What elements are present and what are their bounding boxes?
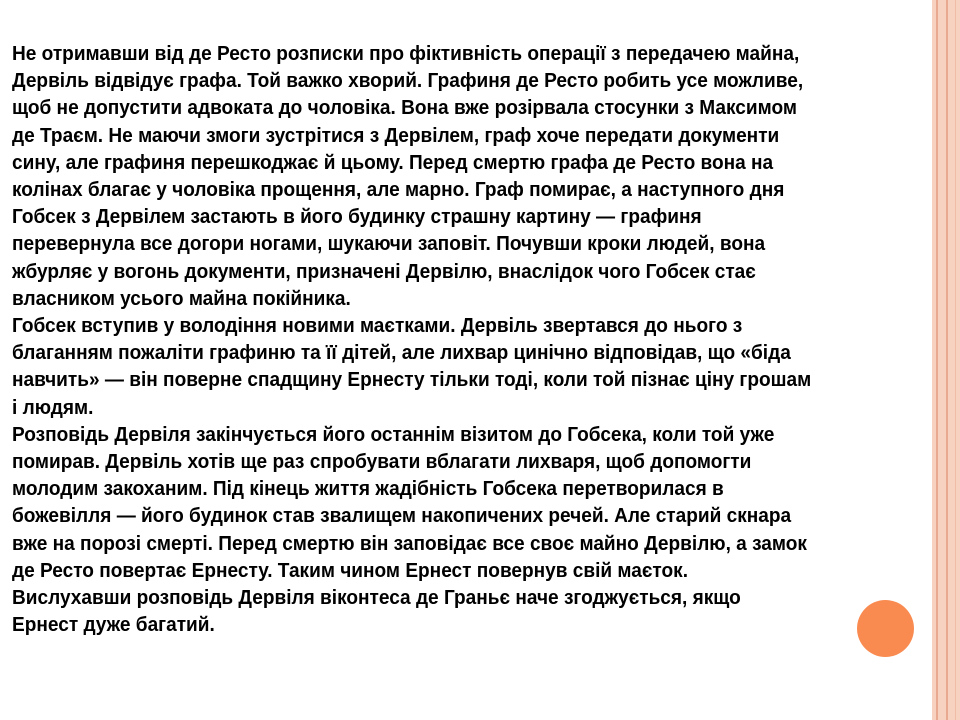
decorative-stripe-line <box>955 0 956 720</box>
text-line: Гобсек з Дервілем застають в його будинку страшну картину — графиня <box>12 205 702 229</box>
text-line: благанням пожаліти графиню та її дітей, але лихвар цинічно відповідав, що «біда <box>12 341 791 365</box>
text-line: Не отримавши від де Ресто розписки про фіктивність операції з передачею майна, <box>12 42 800 65</box>
text-line: Ернест дуже багатий. <box>12 613 215 637</box>
text-line: Вислухавши розповідь Дервіля віконтеса де Граньє наче згоджується, якщо <box>12 586 741 610</box>
text-line: Розповідь Дервіля закінчується його останнім візитом до Гобсека, коли той уже <box>12 422 775 446</box>
text-line: помирав. Дервіль хотів ще раз спробувати вблагати лихваря, щоб допомогти <box>12 450 752 474</box>
text-line: де Ресто повертає Ернесту. Таким чином Ернест повернув свій маєток. <box>12 558 688 582</box>
paragraph-2 <box>12 312 868 421</box>
text-line: молодим закоханим. Під кінець життя жадібність Гобсека перетворилася в <box>12 477 724 501</box>
paragraph-3 <box>12 421 868 639</box>
decorative-orange-circle <box>857 600 914 657</box>
text-line: сину, але графиня перешкоджає й цьому. Перед смертю графа де Ресто вона на <box>12 150 774 174</box>
slide-text-body <box>12 40 868 638</box>
text-line: Дервіль відвідує графа. Той важко хворий. Графиня де Ресто робить усе можливе, <box>12 69 804 93</box>
text-line: і людям. <box>12 395 94 419</box>
decorative-stripe-line <box>936 0 938 720</box>
text-line: вже на порозі смерті. Перед смертю він заповідає все своє майно Дервілю, а замок <box>12 531 807 555</box>
text-line: де Траєм. Не маючи змоги зустрітися з Дервілем, граф хоче передати документи <box>12 123 780 147</box>
text-line: перевернула все догори ногами, шукаючи заповіт. Почувши кроки людей, вона <box>12 232 766 256</box>
text-line: власником усього майна покійника. <box>12 286 351 310</box>
paragraph-1 <box>12 40 868 312</box>
text-line: колінах благає у чоловіка прощення, але марно. Граф помирає, а наступного дня <box>12 178 785 202</box>
text-line: жбурляє у вогонь документи, призначені Дервілю, внаслідок чого Гобсек стає <box>12 259 756 283</box>
text-line: щоб не допустити адвоката до чоловіка. Вона вже розірвала стосунки з Максимом <box>12 96 797 120</box>
text-line: божевілля — його будинок став звалищем накопичених речей. Але старий скнара <box>12 504 792 528</box>
decorative-stripe-line <box>946 0 948 720</box>
text-line: навчить» — він поверне спадщину Ернесту тільки тоді, коли той пізнає ціну грошам <box>12 368 812 392</box>
text-line: Гобсек вступив у володіння новими маєтками. Дервіль звертався до нього з <box>12 314 743 338</box>
